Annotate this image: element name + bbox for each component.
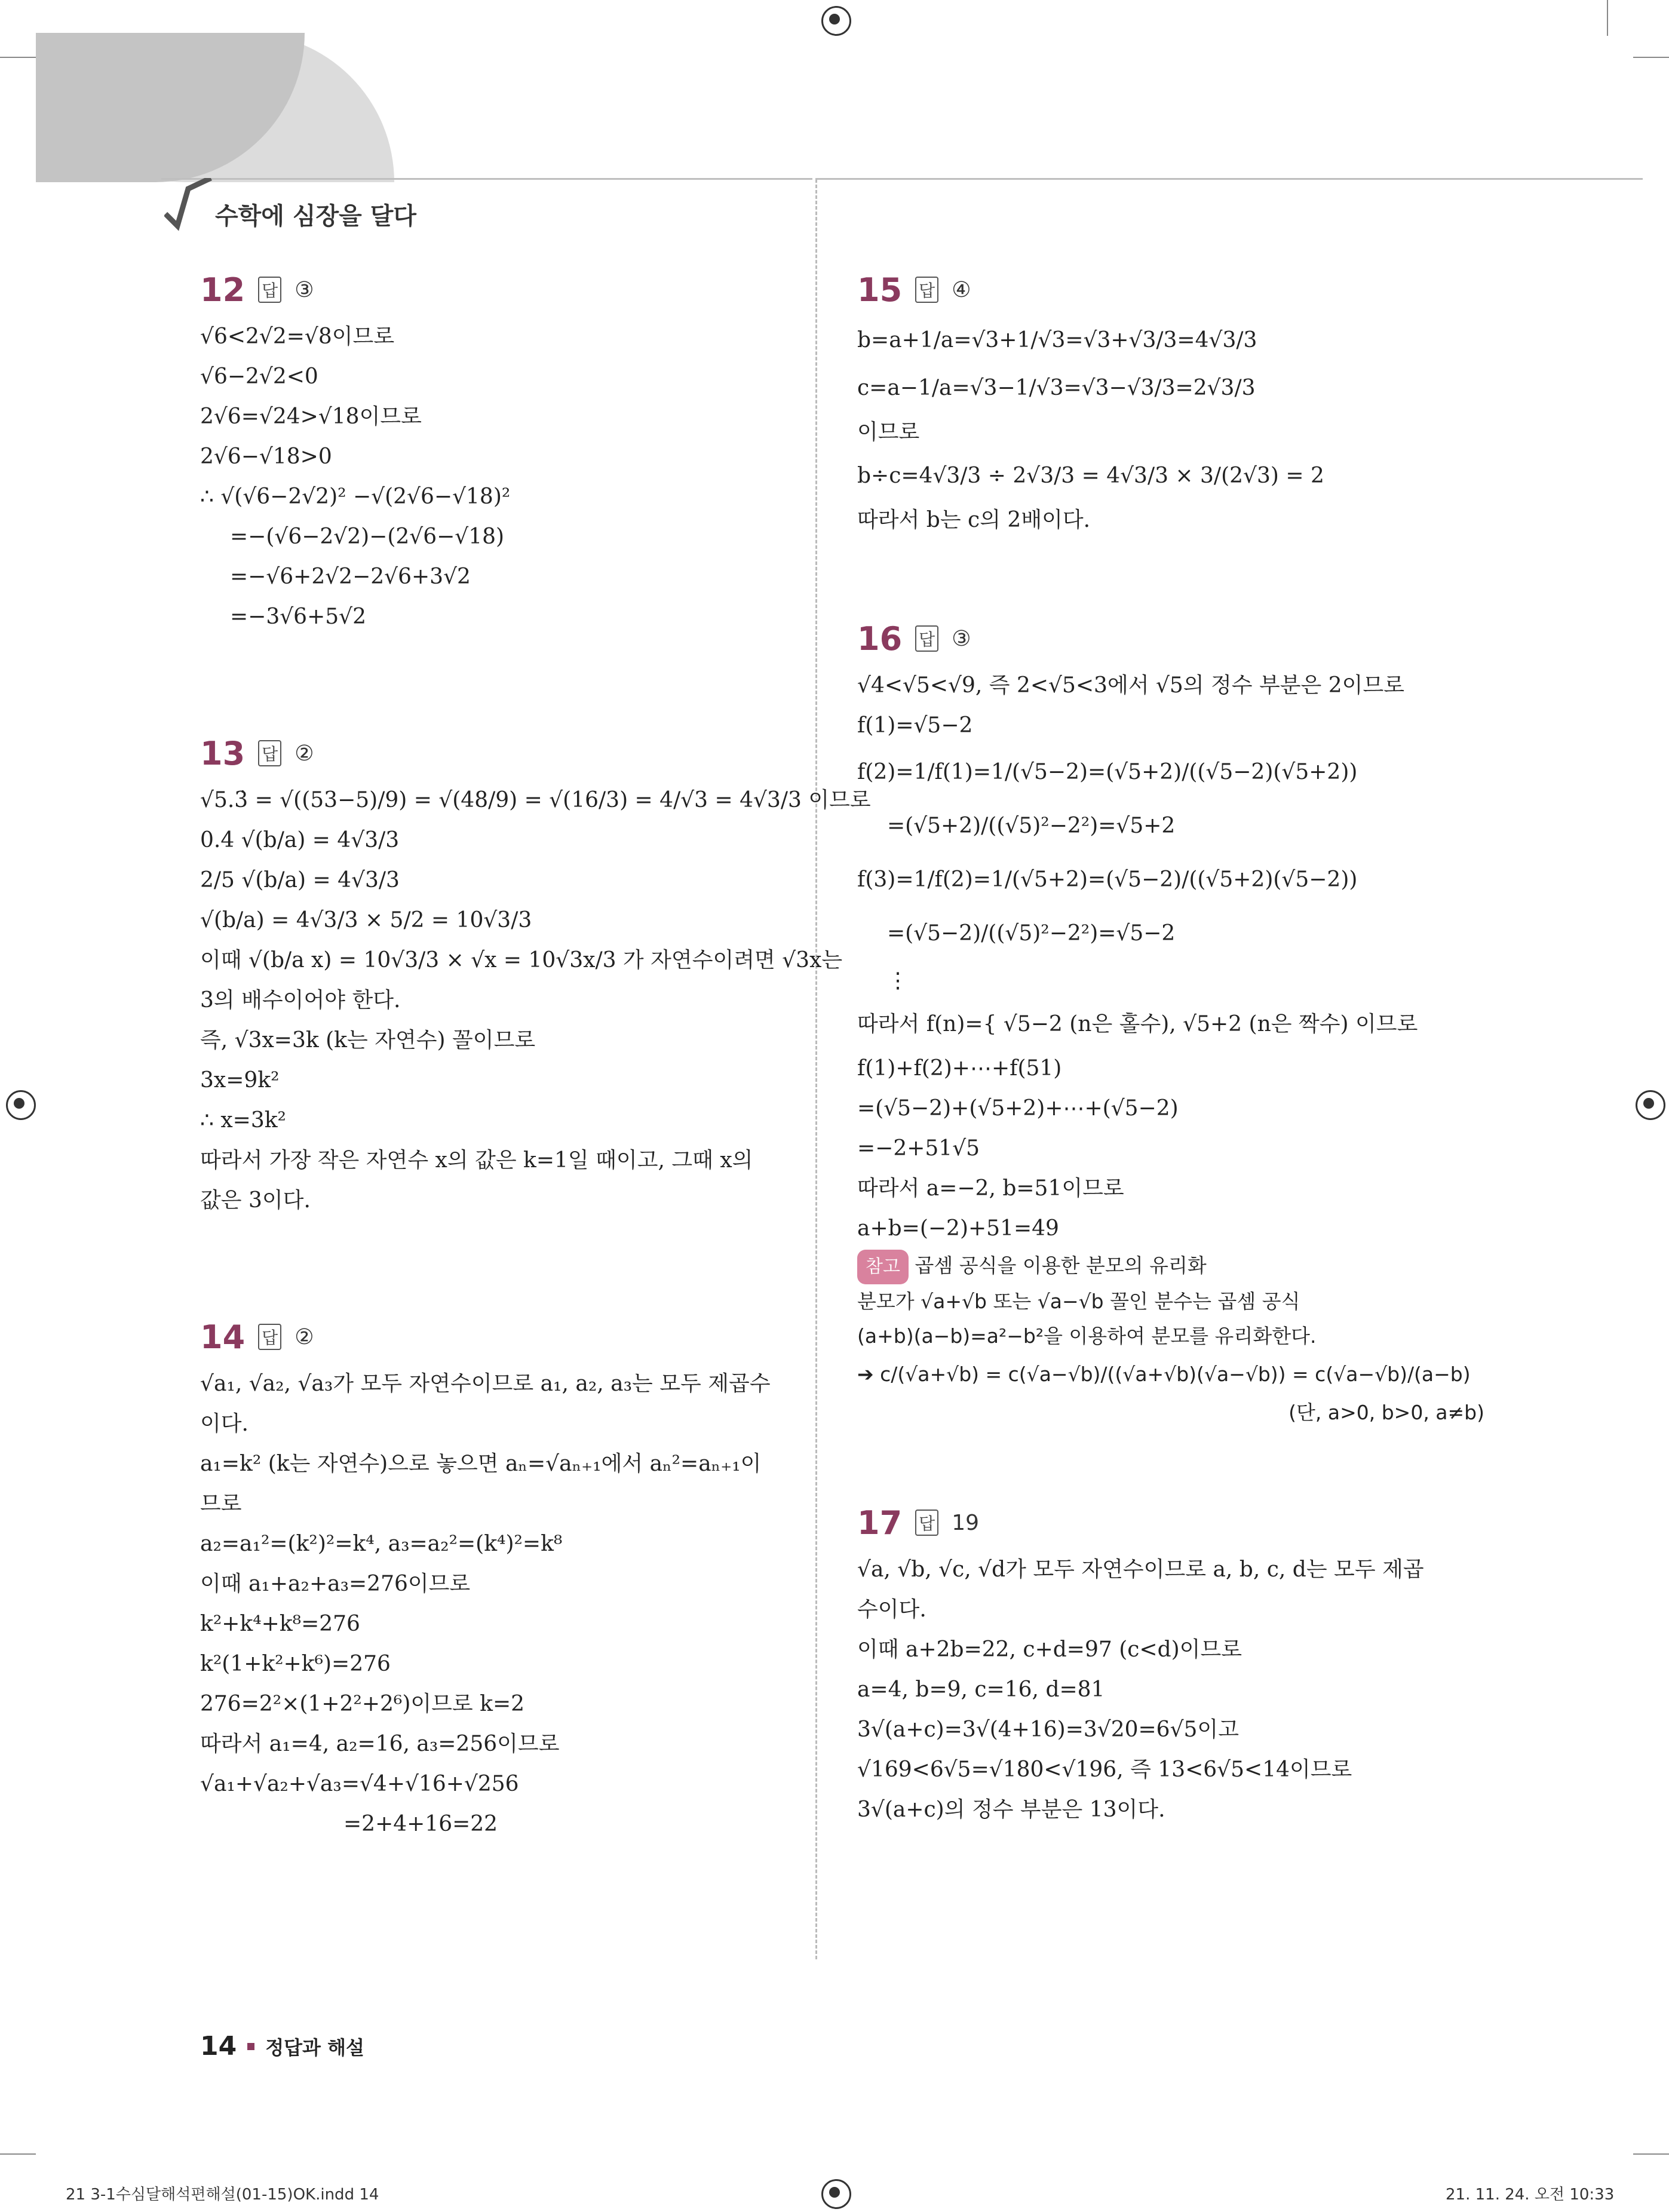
problem-number: 15 [857,271,903,309]
solution-line: 따라서 가장 작은 자연수 x의 값은 k=1일 때이고, 그때 x의 [200,1148,753,1173]
solution-line: 이때 a₁+a₂+a₃=276이므로 [200,1572,471,1596]
solution-line: √4<√5<√9, 즉 2<√5<3에서 √5의 정수 부분은 2이므로 [857,673,1405,698]
answer-value: ② [294,741,314,766]
answer-value: 19 [952,1510,980,1535]
crop-mark [1633,57,1669,58]
note-line: ➔ c/(√a+√b) = c(√a−√b)/((√a+√b)(√a−√b)) = c(√a−√b)/(a−b) [857,1363,1471,1386]
solution-line: 2√6=√24>√18이므로 [200,404,422,429]
slug-file: 21 3-1수심달해석편해설(01-15)OK.indd 14 [66,2186,379,2204]
solution-line: k²+k⁴+k⁸=276 [200,1612,360,1636]
problem-14 [200,1310,929,1844]
solution-line: c=a−1/a=√3−1/√3=√3−√3/3=2√3/3 [857,376,1256,400]
solution-line: ∴ √(√6−2√2)² −√(2√6−√18)² [200,484,511,509]
problem-number: 17 [857,1504,903,1542]
header-rule-right [815,178,1643,180]
solution-line: =(√5+2)/((√5)²−2²)=√5+2 [887,814,1176,838]
solution-line: =(√5−2)/((√5)²−2²)=√5−2 [887,921,1176,946]
answer-label: 답 [915,625,938,652]
answer-value: ② [294,1324,314,1349]
solution-line: b÷c=4√3/3 ÷ 2√3/3 = 4√3/3 × 3/(2√3) = 2 [857,464,1324,488]
solution-line: 따라서 a=−2, b=51이므로 [857,1176,1124,1201]
note-condition: (단, a>0, b>0, a≠b) [1288,1401,1484,1424]
solution-line: 3의 배수이어야 한다. [200,988,401,1013]
footer-square-icon [247,2043,254,2050]
left-column [200,263,929,1844]
solution-line: √6<2√2=√8이므로 [200,324,395,349]
problem-number: 12 [200,271,246,309]
solution-line: √a, √b, √c, √d가 모두 자연수이므로 a, b, c, d는 모두 제곱 [857,1557,1424,1582]
solution-line: k²(1+k²+k⁶)=276 [200,1652,391,1676]
solution-line: a₂=a₁²=(k²)²=k⁴, a₃=a₂²=(k⁴)²=k⁸ [200,1532,563,1556]
crop-mark [1633,2153,1669,2155]
problem-number: 16 [857,619,903,658]
problem-13 [200,726,929,1220]
note-title: 곱셈 공식을 이용한 분모의 유리화 [915,1254,1207,1277]
problem-16 [857,612,1586,1430]
right-column [857,263,1586,1830]
note-tag: 참고 [857,1250,909,1284]
solution-line: 3x=9k² [200,1068,280,1093]
answer-value: ③ [294,277,314,302]
solution-line: 이다. [200,1412,248,1436]
solution-line: √a₁, √a₂, √a₃가 모두 자연수이므로 a₁, a₂, a₃는 모두 제곱수 [200,1372,771,1396]
answer-label: 답 [258,1324,281,1350]
solution-line: ⋮ [887,968,909,993]
crop-mark [0,2153,36,2155]
solution-line: =−3√6+5√2 [230,605,366,629]
reference-note [857,1248,1586,1430]
problem-15 [857,263,1586,540]
solution-line: 이때 √(b/a x) = 10√3/3 × √x = 10√3x/3 가 자연수이려면 √3x는 [200,948,843,972]
solution-line: b=a+1/a=√3+1/√3=√3+√3/3=4√3/3 [857,328,1257,352]
solution-line: a+b=(−2)+51=49 [857,1216,1059,1241]
note-line: 분모가 √a+√b 또는 √a−√b 꼴인 분수는 곱셈 공식 [857,1290,1300,1313]
note-line: (a+b)(a−b)=a²−b²을 이용하여 분모를 유리화한다. [857,1324,1317,1348]
solution-line: 0.4 √(b/a) = 4√3/3 [200,828,400,852]
registration-mark-icon [6,1090,36,1120]
sqrt-logo-icon [164,178,212,232]
crop-mark [0,57,36,58]
page-footer [200,2031,364,2061]
registration-mark-icon [821,6,851,36]
solution-line: 즉, √3x=3k (k는 자연수) 꼴이므로 [200,1028,536,1053]
solution-line: 이므로 [857,420,920,444]
solution-line: 3√(a+c)의 정수 부분은 13이다. [857,1797,1165,1822]
solution-line: a=4, b=9, c=16, d=81 [857,1677,1105,1702]
answer-label: 답 [915,1510,938,1536]
brand-title: 수학에 심장을 달다 [215,203,416,230]
solution-line: 이때 a+2b=22, c+d=97 (c<d)이므로 [857,1637,1242,1662]
solution-line: √169<6√5=√180<√196, 즉 13<6√5<14이므로 [857,1757,1352,1782]
registration-mark-icon [821,2179,851,2209]
problem-12 [200,263,929,637]
solution-line: 276=2²×(1+2²+2⁶)이므로 k=2 [200,1692,525,1716]
solution-line: f(1)=√5−2 [857,713,973,738]
header-rule-left [161,178,812,180]
answer-value: ③ [952,626,971,651]
slug-date: 21. 11. 24. 오전 10:33 [1446,2186,1615,2204]
solution-line: 따라서 a₁=4, a₂=16, a₃=256이므로 [200,1732,560,1756]
answer-label: 답 [258,277,281,303]
solution-line: =−2+51√5 [857,1136,980,1161]
crop-mark [1607,0,1608,36]
solution-line: f(3)=1/f(2)=1/(√5+2)=(√5−2)/((√5+2)(√5−2)) [857,867,1358,892]
problem-number: 14 [200,1318,246,1356]
solution-line: a₁=k² (k는 자연수)으로 놓으면 aₙ=√aₙ₊₁에서 aₙ²=aₙ₊₁이 [200,1452,762,1476]
solution-line: √6−2√2<0 [200,364,318,389]
solution-line: √(b/a) = 4√3/3 × 5/2 = 10√3/3 [200,908,532,932]
answer-value: ④ [952,277,971,302]
solution-line: 므로 [200,1492,242,1516]
solution-line: ∴ x=3k² [200,1108,286,1133]
answer-label: 답 [915,277,938,303]
solution-line: 수이다. [857,1597,926,1622]
solution-line: =−(√6−2√2)−(2√6−√18) [230,524,505,549]
solution-line: 2/5 √(b/a) = 4√3/3 [200,868,400,892]
solution-line: 따라서 f(n)={ √5−2 (n은 홀수), √5+2 (n은 짝수) 이므로 [857,1012,1418,1036]
solution-line: √a₁+√a₂+√a₃=√4+√16+√256 [200,1772,519,1796]
solution-line: 3√(a+c)=3√(4+16)=3√20=6√5이고 [857,1717,1239,1742]
solution-line: 2√6−√18>0 [200,444,332,469]
solution-line: f(1)+f(2)+⋯+f(51) [857,1056,1062,1081]
solution-line: =2+4+16=22 [343,1812,498,1836]
problem-number: 13 [200,734,246,772]
solution-line: f(2)=1/f(1)=1/(√5−2)=(√5+2)/((√5−2)(√5+2)) [857,760,1358,784]
page-number: 14 [200,2031,237,2061]
footer-title: 정답과 해설 [265,2036,364,2059]
problem-17 [857,1496,1586,1830]
answer-label: 답 [258,740,281,766]
solution-line: √5.3̇ = √((53−5)/9) = √(48/9) = √(16/3) = 4/√3 = 4√3/3 이므로 [200,788,871,812]
solution-line: 따라서 b는 c의 2배이다. [857,508,1091,532]
solution-line: =−√6+2√2−2√6+3√2 [230,564,471,589]
solution-line: 값은 3이다. [200,1188,311,1213]
solution-line: =(√5−2)+(√5+2)+⋯+(√5−2) [857,1096,1179,1121]
registration-mark-icon [1636,1090,1665,1120]
